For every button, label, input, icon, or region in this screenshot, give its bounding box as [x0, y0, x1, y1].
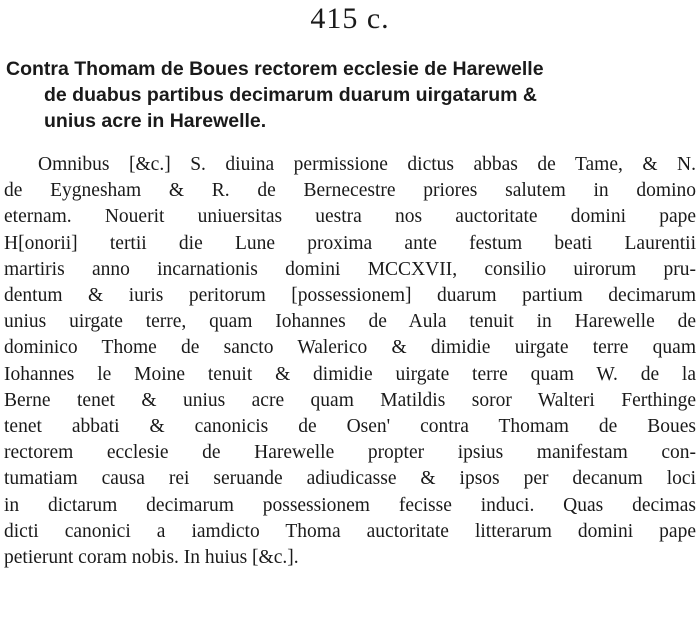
- body-line: unius uirgate terre, quam Iohannes de Aula tenuit in Harewelle de: [4, 311, 696, 333]
- body-line: dominico Thome de sancto Walerico & dimidie uirgate terre quam: [4, 337, 696, 359]
- body-line: eternam. Nouerit uniuersitas uestra nos auctoritate domini pape: [4, 206, 696, 228]
- body-line: rectorem ecclesie de Harewelle propter ipsius manifestam con-: [4, 442, 696, 464]
- body-line: de Eygnesham & R. de Bernecestre priores salutem in domino: [4, 180, 696, 202]
- body-line: petierunt coram nobis. In huius [&c.].: [4, 547, 299, 569]
- body-line: Berne tenet & unius acre quam Matildis soror Walteri Ferthinge: [4, 389, 696, 411]
- charter-heading: [6, 56, 696, 134]
- body-line: tenet abbati & canonicis de Osen' contra Thomam de Boues: [4, 416, 696, 438]
- body-line: Iohannes le Moine tenuit & dimidie uirgate terre quam W. de la: [4, 363, 696, 385]
- charter-body: [4, 152, 696, 571]
- body-line: H[onorii] tertii die Lune proxima ante festum beati Laurentii: [4, 232, 696, 254]
- body-line: Omnibus [&c.] S. diuina permissione dictus abbas de Tame, & N.: [38, 154, 696, 175]
- body-line: dentum & iuris peritorum [possessionem] duarum partium decimarum: [4, 285, 696, 307]
- heading-line: de duabus partibus decimarum duarum uirgatarum &: [44, 84, 538, 106]
- heading-line: unius acre in Harewelle.: [44, 110, 267, 132]
- body-line: dicti canonici a iamdicto Thoma auctoritate litterarum domini pape: [4, 520, 696, 542]
- body-line: tumatiam causa rei seruande adiudicasse & ipsos per decanum loci: [4, 468, 696, 490]
- body-line: martiris anno incarnationis domini MCCXVII, consilio uirorum pru-: [4, 258, 696, 280]
- charter-number: 415 c.: [310, 2, 390, 35]
- body-line: in dictarum decimarum possessionem fecisse induci. Quas decimas: [4, 494, 696, 516]
- heading-line: Contra Thomam de Boues rectorem ecclesie de Harewelle: [6, 58, 544, 80]
